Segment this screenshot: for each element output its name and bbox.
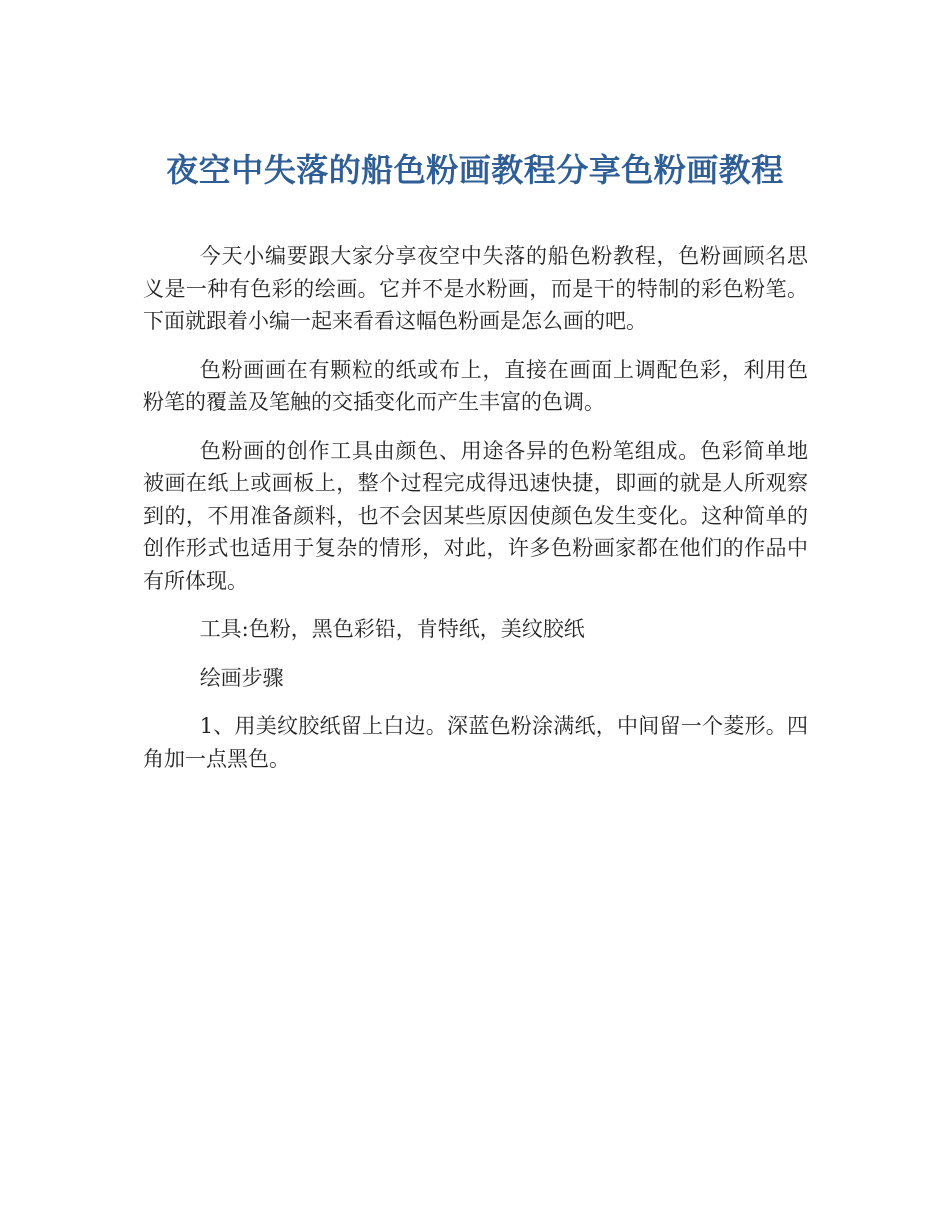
paragraph-tools-description: 色粉画的创作工具由颜色、用途各异的色粉笔组成。色彩简单地被画在纸上或画板上，整个过程完成得迅速快捷，即画的就是人所观察到的，不用准备颜料，也不会因某些原因使颜色发生变化。这种简单的创作形式也适用于复杂的情形，对此，许多色粉画家都在他们的作品中有所体现。: [143, 438, 808, 593]
document-title: 夜空中失落的船色粉画教程分享色粉画教程: [166, 151, 784, 189]
paragraph-materials: 工具:色粉，黑色彩铅，肯特纸，美纹胶纸: [199, 617, 585, 641]
document-body: [143, 240, 808, 791]
paragraph-step-1: 1、用美纹胶纸留上白边。深蓝色粉涂满纸，中间留一个菱形。四角加一点黑色。: [143, 714, 808, 771]
paragraph-intro: 今天小编要跟大家分享夜空中失落的船色粉教程，色粉画顾名思义是一种有色彩的绘画。它并不是水粉画，而是干的特制的彩色粉笔。下面就跟着小编一起来看看这幅色粉画是怎么画的吧。: [143, 244, 808, 333]
paragraph-technique: 色粉画画在有颗粒的纸或布上，直接在画面上调配色彩，利用色粉笔的覆盖及笔触的交插变化而产生丰富的色调。: [143, 357, 808, 414]
paragraph-steps-heading: 绘画步骤: [199, 665, 284, 690]
